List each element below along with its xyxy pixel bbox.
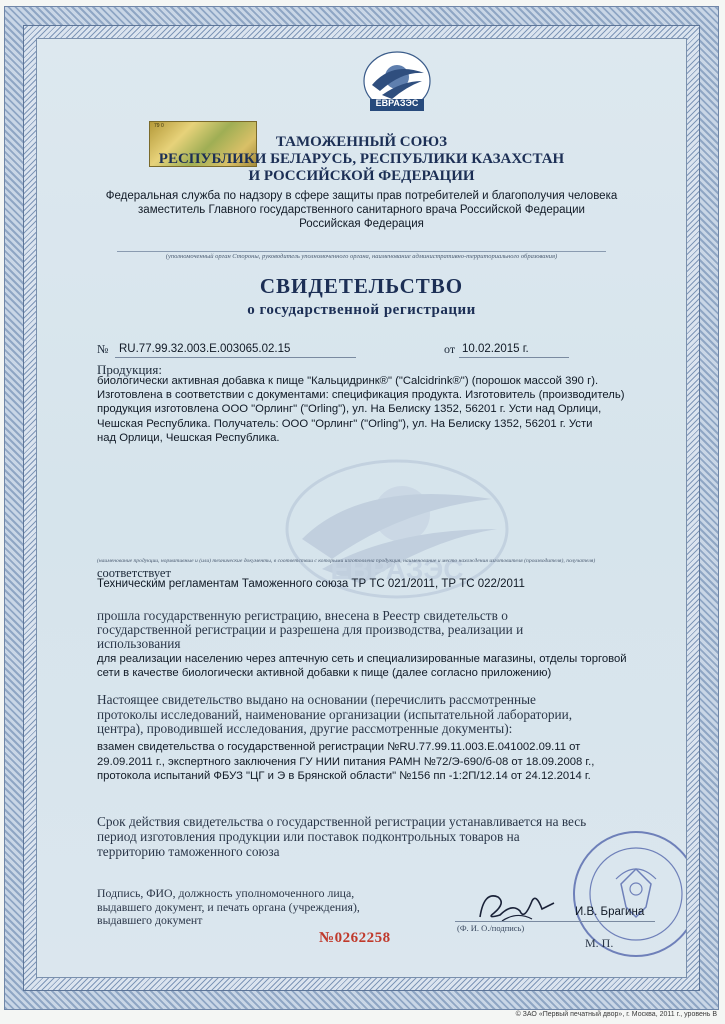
basis-document-line: взамен свидетельства о государственной регистрации №RU.77.99.11.003.E.041002.09.11 от [97,741,581,753]
registration-number: RU.77.99.32.003.E.003065.02.15 [119,343,291,355]
union-header-line2: РЕСПУБЛИКИ БЕЛАРУСЬ, РЕСПУБЛИКИ КАЗАХСТАН [158,151,565,167]
union-header-line1: ТАМОЖЕННЫЙ СОЮЗ [275,134,448,150]
union-header-line3: И РОССИЙСКОЙ ФЕДЕРАЦИИ [248,168,475,184]
passed-line: государственной регистрации и разрешена для производства, реализации и [97,622,524,637]
certificate-body [36,38,687,978]
signature-instruction-line: Подпись, ФИО, должность уполномоченного лица, [97,886,355,900]
authority-line2: заместитель Главного государственного санитарного врача Российской Федерации [138,204,585,216]
validity-line: Срок действия свидетельства о государственной регистрации устанавливается на весь [97,814,587,829]
usage-scope [97,652,657,680]
basis-documents [97,740,657,784]
passed-statement [97,609,657,651]
basis-document-line: протокола испытаний ФБУЗ "ЦГ и Э в Брянской области" №156 пп -1:2П/12.14 от 24.12.2014 г. [97,770,591,782]
conformity-value: Техническим регламентам Таможенного союза ТР ТС 021/2011, ТР ТС 022/2011 [97,578,525,590]
product-line: биологически активная добавка к пище "Кальцидринк®" ("Calcidrink®") (порошок массой 390 г). [97,375,599,387]
signature-instruction-line: выдавшего документ [97,913,203,927]
validity-line: период изготовления продукции или поставок подконтрольных товаров на [97,829,520,844]
basis-line: протоколы исследований, наименование организации (испытательной лаборатории, [97,706,573,722]
product-label: Продукция: [97,362,162,377]
hologram-code: 79 0 [154,123,164,129]
signature-instruction [97,887,397,928]
registration-date-label: от [444,342,456,356]
basis-line: Настоящее свидетельство выдано на основании (перечислить рассмотренные [97,692,536,707]
product-caption: (наименование продукции, нормативные и (или) технические документы, в соответствии с которыми изготовлена продукция, наименование и место нахождения изготовителя (производителя), получателя) [97,558,596,564]
emblem-label: ЕВРАЗЭС [375,98,419,108]
product-line: Чешская Республика. Получатель: ООО "Орлинг" ("Orling"), ул. На Белиску 1352, 56201 г. Усти [97,417,593,430]
usage-line: для реализации населению через аптечную сеть и специализированные магазины, отделы торговой [97,653,627,665]
product-description [97,374,657,445]
authority-divider [117,251,606,252]
signature-underline [455,921,655,922]
registration-date: 10.02.2015 г. [462,343,529,355]
registration-number-label: № [97,342,109,356]
product-line: Изготовлена в соответствии с документами: спецификация продукта. Изготовитель (производитель) [97,389,625,402]
certificate-border-outer [4,6,719,1010]
serial-number: №0262258 [319,930,391,946]
product-line: над Орлици, Чешская Республика. [97,431,280,444]
basis-document-line: 29.09.2011 г., экспертного заключения ГУ НИИ питания РАМН №72/Э-690/б-08 от 18.09.2008 г., [97,755,595,768]
conformity-label: соответствует [97,566,171,580]
passed-line: прошла государственную регистрацию, внесена в Реестр свидетельств о [97,608,508,623]
passed-line: использования [97,636,181,651]
union-header [37,134,686,185]
authority-line3: Российская Федерация [299,218,424,230]
authority-block [57,189,666,231]
product-line: продукция изготовлена ООО "Орлинг" ("Orling"), ул. На Белиску 1352, 56201 г. Усти над Орлици, [97,403,602,416]
registration-date-underline [459,357,569,358]
certificate-subtitle: о государственной регистрации [247,302,476,318]
authority-caption: (уполномоченный орган Стороны, руководитель уполномоченного органа, наименование административно-территориального образования) [165,253,558,260]
seal-placeholder-label: М. П. [585,936,614,950]
printer-imprint: © ЗАО «Первый печатный двор», г. Москва, 2011 г., уровень В [515,1011,717,1018]
basis-statement [97,693,657,737]
certificate-border-guilloche [23,25,700,991]
signature-instruction-line: выдавшего документ, и печать органа (учреждения), [97,899,360,914]
signatory-name: И.В. Брагина [575,906,645,918]
validity-line: территорию таможенного союза [97,844,280,859]
usage-line: сети в качестве биологически активной добавки к пище (далее согласно приложению) [97,667,552,679]
certificate-title: СВИДЕТЕЛЬСТВО [259,274,464,298]
watermark-text: ЕВРАЗЭС [330,554,464,585]
signature-caption: (Ф. И. О./подпись) [457,923,525,933]
registration-number-underline [115,357,356,358]
basis-line: центра), проводившей исследования, другие рассмотренные документы): [97,721,513,736]
authority-line1: Федеральная служба по надзору в сфере защиты прав потребителей и благополучия человека [105,190,618,202]
